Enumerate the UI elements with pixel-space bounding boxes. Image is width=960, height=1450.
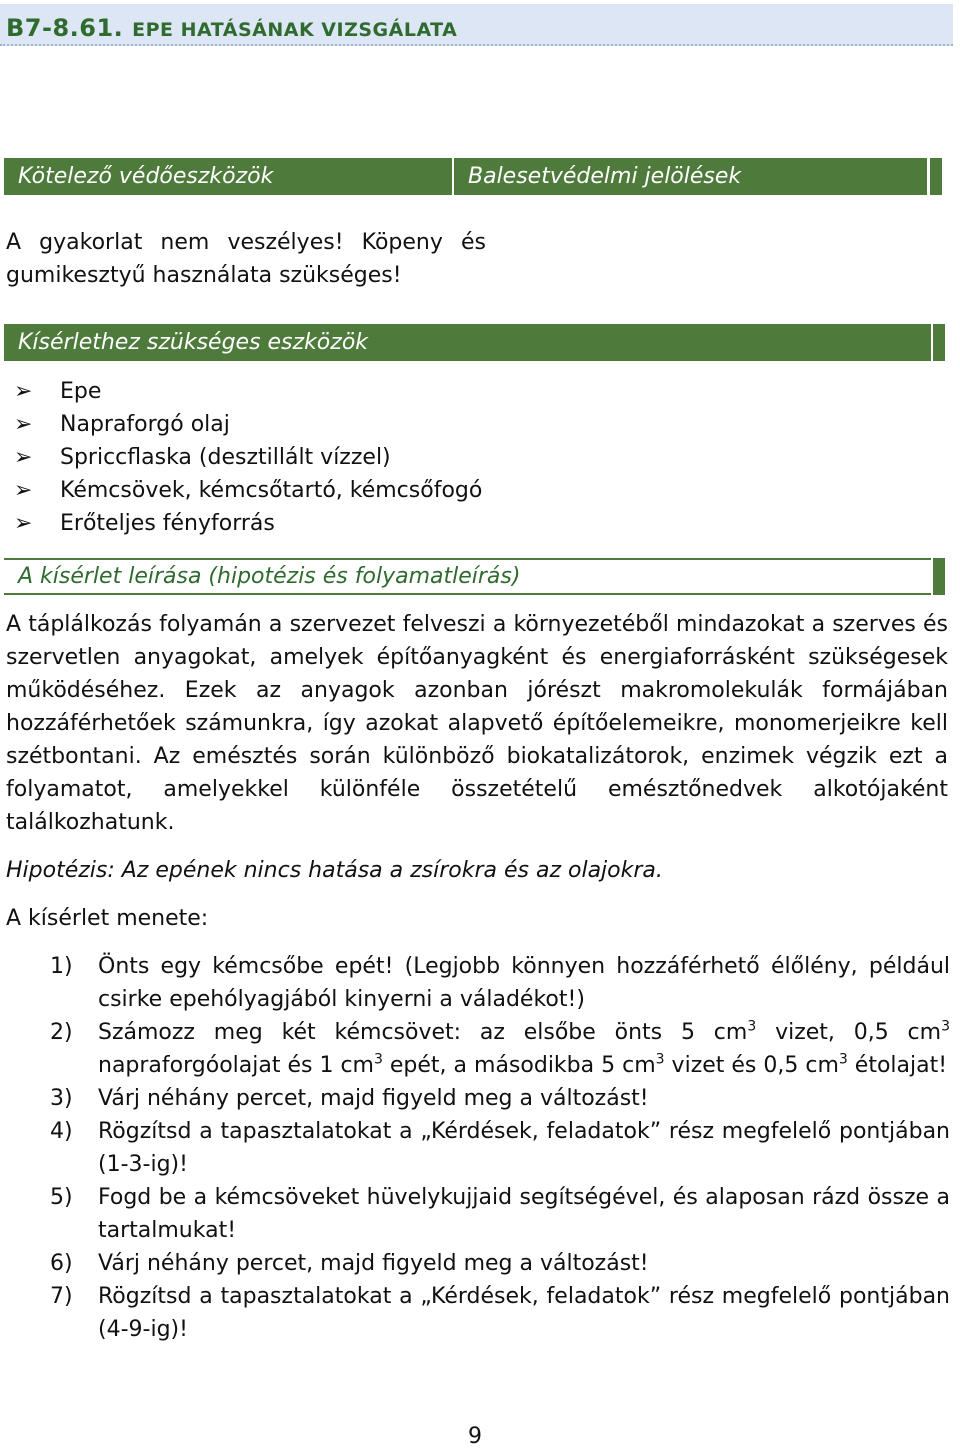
list-item	[50, 1280, 950, 1346]
list-item: ➢ Epe	[14, 375, 482, 408]
protective-text	[6, 226, 486, 292]
description-header: A kísérlet leírása (hipotézis és folyamatleírás)	[4, 558, 931, 595]
arrow-bullet-icon: ➢	[14, 379, 33, 404]
step-number: 5)	[50, 1185, 73, 1210]
protective-line-2: gumikesztyű használata szükséges!	[6, 263, 402, 288]
protective-line-1: A gyakorlat nem veszélyes! Köpeny és	[6, 230, 486, 255]
list-item	[50, 1181, 950, 1247]
arrow-bullet-icon: ➢	[14, 412, 33, 437]
step-text: Önts egy kémcsőbe epét! (Legjobb könnyen hozzáférhető élőlény, például csirke epehólyagjából kinyerni a váladékot!)	[98, 954, 950, 1012]
safety-header: Balesetvédelmi jelölések	[452, 158, 927, 195]
step-text: Rögzítsd a tapasztalatokat a „Kérdések, feladatok” rész megfelelő pontjában (1-3-ig)!	[98, 1119, 950, 1177]
step-number: 3)	[50, 1086, 73, 1111]
step-number: 2)	[50, 1020, 73, 1045]
arrow-bullet-icon: ➢	[14, 445, 33, 470]
list-item: ➢ Kémcsövek, kémcsőtartó, kémcsőfogó	[14, 474, 482, 507]
step-text: Rögzítsd a tapasztalatokat a „Kérdések, feladatok” rész megfelelő pontjában (4-9-ig)!	[98, 1284, 950, 1342]
step-number: 6)	[50, 1251, 73, 1276]
list-item: ➢ Spriccflaska (desztillált vízzel)	[14, 441, 482, 474]
header-edge	[931, 324, 945, 361]
description-paragraph: A táplálkozás folyamán a szervezet felveszi a környezetéből mindazokat a szerves és szervetlen anyagokat, amelyek építőanyagként és energiaforrásként szükségesek működéséhez. Ezek az anyagok azonban jórészt makromolekulák formájában hozzáférhetőek számunkra, így azokat alapvető építőelemeikre, monomerjeikre kell szétbontani. Az emésztés során különböző biokatalizátorok, enzimek végzik ezt a folyamatot, amelyekkel különféle összetételű emésztőnedvek alkotójaként találkozhatunk.	[6, 612, 948, 835]
lesson-title: EPE HATÁSÁNAK VIZSGÁLATA	[132, 19, 458, 41]
list-item: ➢ Erőteljes fényforrás	[14, 507, 482, 540]
step-text: Várj néhány percet, majd figyeld meg a változást!	[98, 1251, 649, 1276]
title-bar	[0, 4, 953, 46]
step-number: 1)	[50, 954, 73, 979]
header-edge	[928, 158, 942, 195]
tools-list	[14, 375, 482, 540]
step-text: Számozz meg két kémcsövet: az elsőbe önts 5 $cm^3$ vizet, 0,5 $cm^3$ napraforgóolajat és 1 $cm^3$ epét, a másodikba 5 $cm^3$ vizet és 0,5 $cm^3$ étolajat!	[98, 1018, 950, 1078]
arrow-bullet-icon: ➢	[14, 478, 33, 503]
list-item	[50, 1016, 950, 1082]
list-item	[50, 1115, 950, 1181]
step-text: Várj néhány percet, majd figyeld meg a változást!	[98, 1086, 649, 1111]
step-number: 4)	[50, 1119, 73, 1144]
list-item: ➢ Napraforgó olaj	[14, 408, 482, 441]
procedure-label: A kísérlet menete:	[6, 906, 209, 931]
hypothesis: Hipotézis: Az epének nincs hatása a zsírokra és az olajokra.	[6, 858, 663, 883]
page-number: 9	[468, 1424, 482, 1449]
list-item	[50, 950, 950, 1016]
protective-header: Kötelező védőeszközök	[4, 158, 452, 195]
arrow-bullet-icon: ➢	[14, 511, 33, 536]
step-number: 7)	[50, 1284, 73, 1309]
list-item	[50, 1082, 950, 1115]
step-text: Fogd be a kémcsöveket hüvelykujjaid segítségével, és alaposan rázd össze a tartalmukat!	[98, 1185, 950, 1243]
header-edge	[931, 558, 945, 595]
lesson-code: B7-8.61.	[6, 14, 124, 42]
page-title	[6, 14, 457, 42]
procedure-steps	[50, 950, 950, 1346]
list-item	[50, 1247, 950, 1280]
tools-header: Kísérlethez szükséges eszközök	[4, 324, 931, 361]
